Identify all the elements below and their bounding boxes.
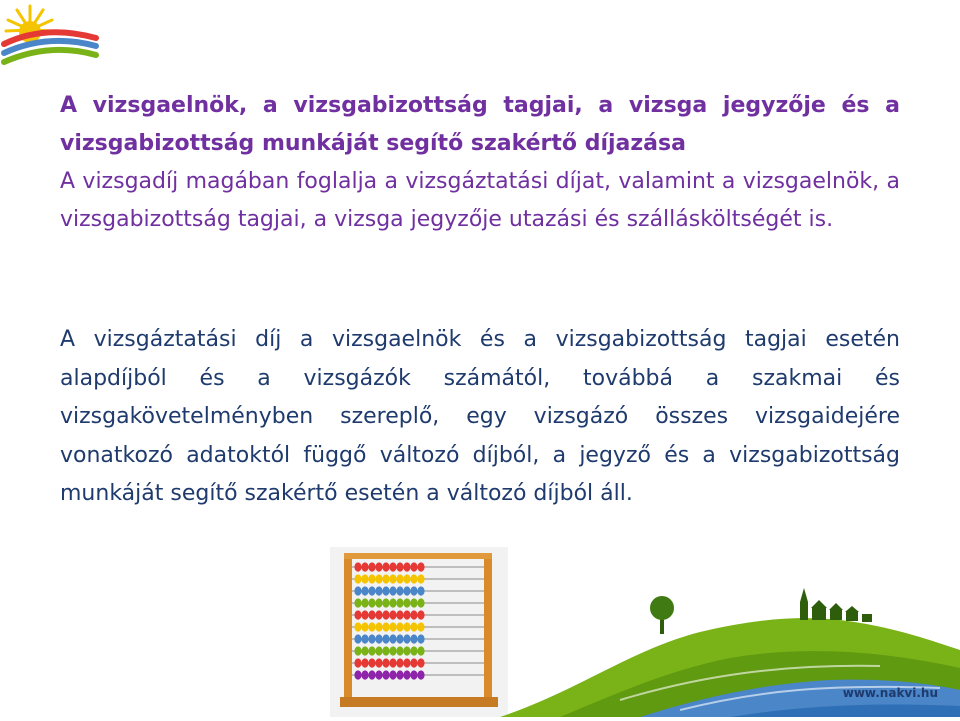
abacus-bead — [410, 658, 417, 667]
abacus-bead — [403, 658, 410, 667]
abacus-bead — [361, 670, 368, 679]
abacus-bead — [375, 646, 382, 655]
abacus-bead — [389, 574, 396, 583]
abacus-bead — [368, 670, 375, 679]
abacus-bead — [368, 610, 375, 619]
abacus-bead — [382, 622, 389, 631]
abacus-bead — [410, 634, 417, 643]
abacus-bead — [354, 610, 361, 619]
abacus-bead — [354, 622, 361, 631]
abacus-bead — [389, 562, 396, 571]
abacus-bead — [417, 610, 424, 619]
abacus-bead — [382, 610, 389, 619]
abacus-bead — [375, 658, 382, 667]
abacus-bead — [361, 562, 368, 571]
abacus-bead — [396, 646, 403, 655]
abacus-bead — [361, 658, 368, 667]
intro-paragraph: A vizsgadíj magában foglalja a vizsgáztatási díjat, valamint a vizsgaelnök, a vizsgabizottság tagjai, a vizsga jegyzője utazási és szállásköltségét is. — [60, 169, 900, 232]
abacus-bead — [368, 598, 375, 607]
abacus-bead — [375, 670, 382, 679]
abacus-bead — [389, 598, 396, 607]
abacus-bead — [375, 574, 382, 583]
abacus-bead — [410, 598, 417, 607]
abacus-bead — [389, 622, 396, 631]
abacus-bead — [361, 574, 368, 583]
abacus-bead — [396, 670, 403, 679]
abacus-bead — [403, 562, 410, 571]
abacus-bead — [417, 634, 424, 643]
page-heading: A vizsgaelnök, a vizsgabizottság tagjai, a vizsga jegyzője és a vizsgabizottság munkáját segítő szakértő díjazása — [60, 93, 900, 156]
abacus-bead — [403, 610, 410, 619]
abacus-bead — [361, 610, 368, 619]
abacus-bead — [375, 598, 382, 607]
abacus-bead — [417, 646, 424, 655]
abacus-bead — [417, 562, 424, 571]
abacus-bead — [417, 574, 424, 583]
abacus-bead — [382, 646, 389, 655]
abacus-bead — [396, 658, 403, 667]
abacus-bead — [382, 658, 389, 667]
abacus-bead — [375, 562, 382, 571]
abacus-bead — [389, 610, 396, 619]
site-url-link[interactable]: www.nakvi.hu — [842, 686, 938, 700]
abacus-bead — [410, 646, 417, 655]
abacus-bead — [368, 658, 375, 667]
abacus-bead — [354, 658, 361, 667]
abacus-bead — [354, 670, 361, 679]
abacus-bead — [354, 598, 361, 607]
abacus-bead — [396, 634, 403, 643]
abacus-bead — [389, 586, 396, 595]
abacus-bead — [375, 610, 382, 619]
abacus-bead — [382, 586, 389, 595]
abacus-bead — [403, 574, 410, 583]
abacus-bead — [354, 574, 361, 583]
abacus-bead — [410, 586, 417, 595]
abacus-bead — [410, 562, 417, 571]
abacus-bead — [375, 634, 382, 643]
abacus-bead — [361, 598, 368, 607]
abacus-bead — [354, 646, 361, 655]
abacus-bead — [410, 574, 417, 583]
abacus-bead — [361, 586, 368, 595]
abacus-bead — [389, 646, 396, 655]
abacus-bead — [375, 586, 382, 595]
abacus-bead — [410, 670, 417, 679]
abacus-bead — [375, 622, 382, 631]
abacus-bead — [403, 622, 410, 631]
abacus-bead — [396, 586, 403, 595]
abacus-bead — [354, 562, 361, 571]
abacus-bead — [389, 634, 396, 643]
abacus-bead — [396, 598, 403, 607]
abacus-bead — [417, 586, 424, 595]
abacus-bead — [368, 622, 375, 631]
abacus-bead — [403, 646, 410, 655]
abacus-bead — [396, 562, 403, 571]
abacus-bead — [368, 634, 375, 643]
abacus-bead — [403, 586, 410, 595]
abacus-bead — [382, 562, 389, 571]
abacus-bead — [403, 634, 410, 643]
abacus-bead — [354, 634, 361, 643]
abacus-bead — [403, 598, 410, 607]
abacus-image — [330, 547, 508, 717]
abacus-bead — [382, 574, 389, 583]
abacus-bead — [417, 670, 424, 679]
abacus-bead — [389, 658, 396, 667]
abacus-bead — [410, 610, 417, 619]
body-paragraph: A vizsgáztatási díj a vizsgaelnök és a vizsgabizottság tagjai esetén alapdíjból és a vizsgázók számától, továbbá a szakmai és vizsgakövetelményben szereplő, egy vizsgázó összes vizsgaidejére vonatkozó adatoktól függő változó díjból, a jegyző és a vizsgabizottság munkáját segítő szakértő esetén a változó díjból áll. — [60, 327, 900, 506]
abacus-bead — [389, 670, 396, 679]
abacus-bead — [368, 646, 375, 655]
abacus-bead — [382, 634, 389, 643]
abacus-bead — [361, 634, 368, 643]
abacus-bead — [354, 586, 361, 595]
abacus-bead — [410, 622, 417, 631]
abacus-bead — [361, 646, 368, 655]
abacus-bead — [396, 610, 403, 619]
abacus-bead — [382, 598, 389, 607]
abacus-bead — [396, 574, 403, 583]
abacus-bead — [368, 562, 375, 571]
logo-sun-icon — [0, 0, 100, 70]
abacus-bead — [417, 658, 424, 667]
abacus-bead — [417, 598, 424, 607]
abacus-bead — [368, 574, 375, 583]
abacus-bead — [368, 586, 375, 595]
abacus-bead — [361, 622, 368, 631]
abacus-bead — [396, 622, 403, 631]
abacus-bead — [417, 622, 424, 631]
abacus-bead — [403, 670, 410, 679]
abacus-bead — [382, 670, 389, 679]
